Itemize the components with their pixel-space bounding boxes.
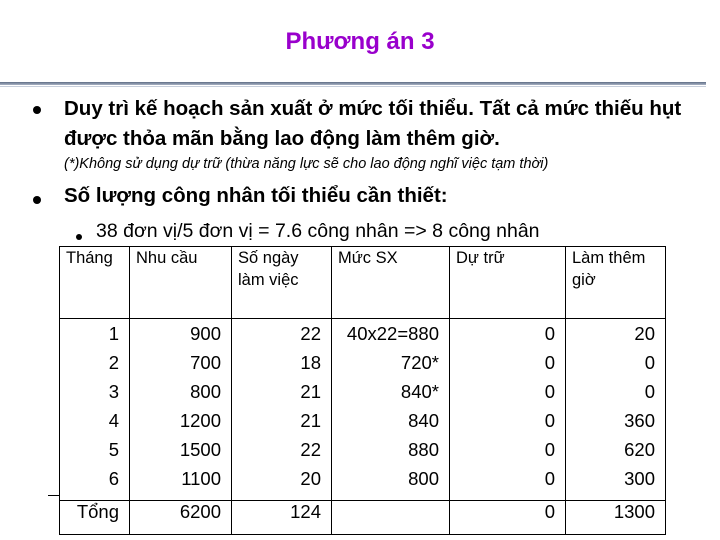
cell-workdays: 21	[300, 410, 321, 431]
cell-months: 5	[108, 439, 119, 460]
table-header-row	[60, 247, 666, 319]
col-overtime	[566, 319, 666, 501]
cell-production: 800	[408, 468, 439, 489]
cell-workdays: 20	[300, 468, 321, 489]
cell-inventory: 0	[544, 410, 555, 431]
header-so-ngay-line2: làm việc	[238, 271, 299, 289]
header-du-tru: Dự trữ	[450, 247, 566, 319]
cell-inventory: 0	[544, 381, 555, 402]
page-title: Phương án 3	[285, 28, 435, 55]
header-so-ngay	[232, 247, 332, 319]
cell-production: 720*	[400, 352, 439, 373]
cell-workdays: 22	[300, 323, 321, 344]
cell-demand: 900	[190, 323, 221, 344]
col-workdays	[232, 319, 332, 501]
cell-production: 840*	[400, 381, 439, 402]
header-lam-them	[566, 247, 666, 319]
cell-overtime: 20	[634, 323, 655, 344]
cell-inventory: 0	[544, 352, 555, 373]
sub-bullet-icon	[76, 234, 82, 240]
title-divider-shadow	[0, 86, 706, 87]
total-overtime: 1300	[566, 501, 666, 535]
bullet-text-plan: Duy trì kế hoạch sản xuất ở mức tối thiểu. Tất cả mức thiếu hụt được thỏa mãn bằng lao động làm thêm giờ.	[64, 97, 682, 150]
cell-demand: 1200	[179, 410, 221, 431]
cell-overtime: 300	[624, 468, 655, 489]
total-workdays: 124	[232, 501, 332, 535]
col-inventory	[450, 319, 566, 501]
header-lam-them-line1: Làm thêm	[572, 249, 646, 267]
sub-bullet-text: 38 đơn vị/5 đơn vị = 7.6 công nhân => 8 công nhân	[96, 220, 540, 242]
cell-production: 40x22=880	[346, 323, 439, 344]
table-data-row	[60, 319, 666, 501]
cell-inventory: 0	[544, 323, 555, 344]
cell-production: 840	[408, 410, 439, 431]
production-table	[59, 246, 666, 535]
cell-demand: 1500	[179, 439, 221, 460]
header-muc-sx: Mức SX	[332, 247, 450, 319]
table-edge-mark	[48, 495, 60, 496]
bullet-icon	[33, 106, 41, 114]
cell-months: 6	[108, 468, 119, 489]
header-nhu-cau: Nhu cầu	[130, 247, 232, 319]
cell-workdays: 21	[300, 381, 321, 402]
cell-workdays: 18	[300, 352, 321, 373]
cell-inventory: 0	[544, 439, 555, 460]
col-demand	[130, 319, 232, 501]
total-demand: 6200	[130, 501, 232, 535]
note-text: (*)Không sử dụng dự trữ (thừa năng lực sẽ cho lao động nghĩ việc tạm thời)	[64, 156, 549, 172]
cell-overtime: 0	[644, 381, 655, 402]
header-so-ngay-line1: Số ngày	[238, 249, 299, 267]
cell-months: 3	[108, 381, 119, 402]
cell-production: 880	[408, 439, 439, 460]
table-total-row	[60, 501, 666, 535]
header-lam-them-line2: giờ	[572, 271, 596, 289]
cell-demand: 1100	[181, 468, 221, 489]
cell-months: 2	[108, 352, 119, 373]
cell-overtime: 620	[624, 439, 655, 460]
col-months	[60, 319, 130, 501]
cell-workdays: 22	[300, 439, 321, 460]
title-divider	[0, 82, 706, 85]
bullet-icon	[33, 196, 41, 204]
total-inventory: 0	[450, 501, 566, 535]
cell-inventory: 0	[544, 468, 555, 489]
cell-overtime: 0	[644, 352, 655, 373]
header-thang: Tháng	[60, 247, 130, 319]
col-production	[332, 319, 450, 501]
cell-months: 4	[108, 410, 119, 431]
cell-months: 1	[108, 323, 119, 344]
bullet-text-workers: Số lượng công nhân tối thiểu cần thiết:	[64, 184, 448, 207]
cell-demand: 700	[190, 352, 221, 373]
total-label: Tổng	[60, 501, 130, 535]
total-production	[332, 501, 450, 535]
cell-overtime: 360	[624, 410, 655, 431]
cell-demand: 800	[190, 381, 221, 402]
